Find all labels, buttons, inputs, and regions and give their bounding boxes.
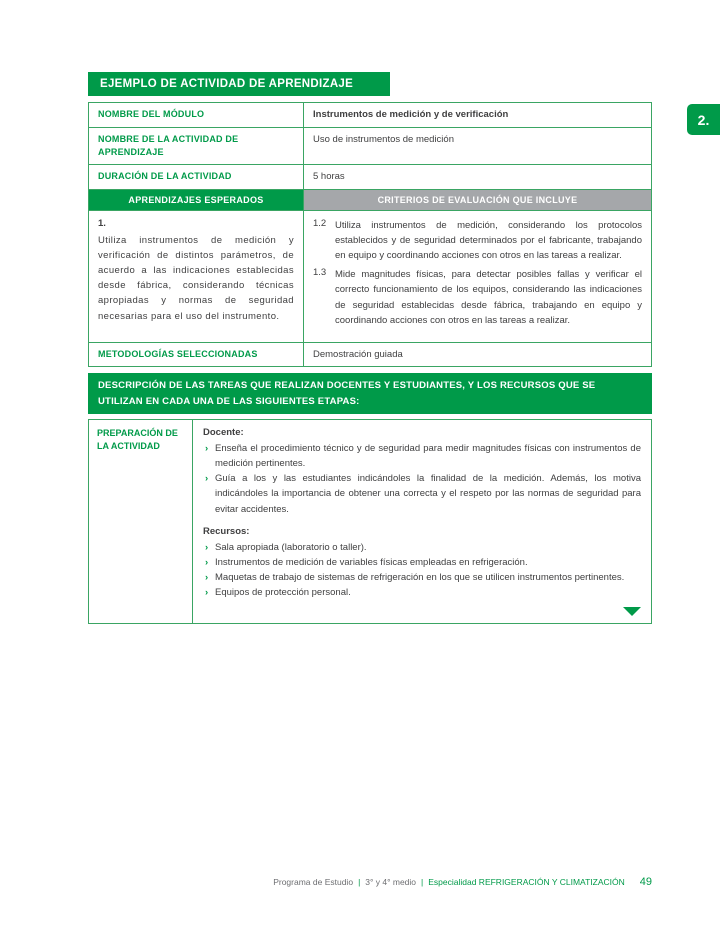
chevron-bullet-icon: ›	[205, 556, 209, 568]
resources-subtitle: Recursos:	[203, 525, 250, 537]
criteria-text: Mide magnitudes físicas, para detectar posibles fallas y verificar el correcto funcionamiento de los equipos, considerando las indicaciones de seguridad establecidas desde fábrica, trabajando en equipo y coordinando acciones con otros en las tareas a realizar.	[335, 269, 642, 326]
activity-table	[88, 72, 652, 624]
page-title: EJEMPLO DE ACTIVIDAD DE APRENDIZAJE	[88, 72, 390, 96]
activity-name-value: Uso de instrumentos de medición	[313, 133, 454, 145]
methodologies-label: METODOLOGÍAS SELECCIONADAS	[89, 343, 304, 367]
criteria-cell	[304, 211, 651, 342]
list-item	[203, 540, 641, 555]
continuation-arrow-icon	[623, 607, 641, 616]
learning-criteria-row	[89, 210, 651, 342]
description-banner: DESCRIPCIÓN DE LAS TAREAS QUE REALIZAN DOCENTES Y ESTUDIANTES, Y LOS RECURSOS QUE SE UTILIZAN EN CADA UNA DE LAS SIGUIENTES ETAPAS:	[88, 373, 652, 413]
list-item	[203, 555, 641, 570]
list-item	[203, 441, 641, 471]
preparation-label: PREPARACIÓN DE LA ACTIVIDAD	[89, 420, 193, 624]
learning-number: 1.	[98, 217, 106, 229]
table-row	[89, 164, 651, 189]
learning-text: Utiliza instrumentos de medición y verificación de distintos parámetros, de acuerdo a las indicaciones establecidas desde fábrica, considerando técnicas apropiadas y normas de seguridad necesarias para el uso del instrumento.	[98, 234, 294, 322]
module-name-label: NOMBRE DEL MÓDULO	[89, 103, 304, 127]
duration-label: DURACIÓN DE LA ACTIVIDAD	[89, 165, 304, 189]
footer-grade: 3° y 4° medio	[365, 877, 417, 887]
activity-name-label: NOMBRE DE LA ACTIVIDAD DE APRENDIZAJE	[89, 128, 304, 164]
footer-program: Programa de Estudio	[273, 877, 354, 887]
footer-specialty: Especialidad REFRIGERACIÓN Y CLIMATIZACIÓN	[428, 877, 625, 887]
chevron-bullet-icon: ›	[205, 473, 209, 485]
chevron-bullet-icon: ›	[205, 541, 209, 553]
teacher-subtitle: Docente:	[203, 426, 244, 438]
list-item	[203, 585, 641, 600]
criteria-text: Utiliza instrumentos de medición, considerando los protocolos establecidos y de seguridad determinados por el fabricante, trabajando en equipo y coordinando acciones con otros en las tareas a realizar.	[335, 219, 642, 261]
duration-value: 5 horas	[313, 170, 345, 182]
table-row	[89, 127, 651, 164]
criteria-number: 1.3	[313, 267, 327, 279]
list-item-text: Guía a los y las estudiantes indicándoles la finalidad de la medición. Además, los motiva indicándoles la importancia de obtener una correcta y el respeto por las normas de seguridad para evitar accidentes.	[215, 473, 641, 515]
expected-learning-cell	[89, 211, 304, 342]
section-tab	[687, 104, 720, 135]
list-item-text: Equipos de protección personal.	[215, 587, 351, 599]
table-row	[89, 103, 651, 127]
chevron-bullet-icon: ›	[205, 587, 209, 599]
module-name-value: Instrumentos de medición y de verificación	[313, 109, 509, 120]
list-item	[203, 570, 641, 585]
criteria-item	[313, 267, 642, 328]
list-item-text: Sala apropiada (laboratorio o taller).	[215, 541, 367, 553]
preparation-section	[88, 419, 652, 625]
chevron-bullet-icon: ›	[205, 442, 209, 454]
preparation-content	[193, 420, 651, 624]
section-tab-label: 2.	[697, 111, 710, 128]
list-item	[203, 471, 641, 517]
page-number: 49	[639, 876, 652, 888]
criteria-number: 1.2	[313, 217, 327, 229]
chevron-bullet-icon: ›	[205, 572, 209, 584]
column-headers	[89, 189, 651, 210]
evaluation-criteria-header: CRITERIOS DE EVALUACIÓN QUE INCLUYE	[304, 190, 651, 210]
table-row	[89, 342, 651, 367]
footer-separator: |	[421, 877, 424, 887]
page-footer	[273, 876, 652, 888]
expected-learning-header: APRENDIZAJES ESPERADOS	[89, 190, 304, 210]
teacher-task-list	[203, 441, 641, 517]
list-item-text: Enseña el procedimiento técnico y de seguridad para medir magnitudes físicas con instrumentos de medición pertinentes.	[215, 442, 641, 469]
footer-separator: |	[358, 877, 361, 887]
main-table	[88, 102, 652, 367]
methodologies-value: Demostración guiada	[313, 348, 403, 360]
resources-list	[203, 540, 641, 601]
list-item-text: Instrumentos de medición de variables físicas empleadas en refrigeración.	[215, 556, 528, 568]
criteria-item	[313, 218, 642, 264]
list-item-text: Maquetas de trabajo de sistemas de refrigeración en los que se utilicen instrumentos pertinentes.	[215, 572, 625, 584]
